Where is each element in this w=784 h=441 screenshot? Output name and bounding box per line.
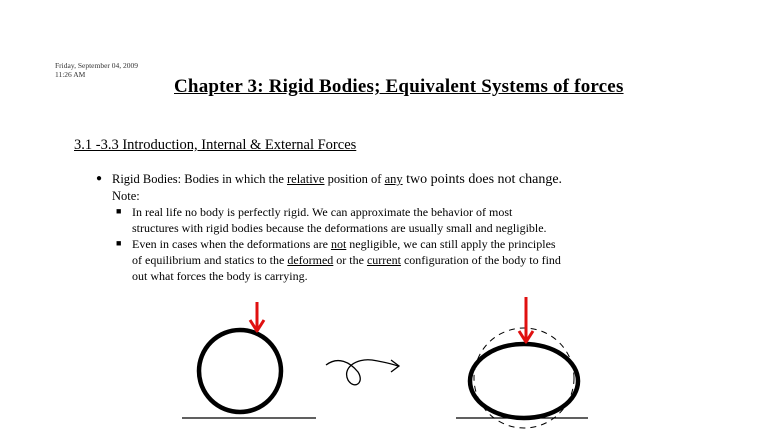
underlined-deformed: deformed — [287, 253, 334, 267]
bullet-text-pre: Rigid Bodies: Bodies in which the — [112, 172, 287, 186]
sub-item-2-text: Even in cases when the deformations are — [132, 237, 331, 251]
page-title: Chapter 3: Rigid Bodies; Equivalent Systems of forces — [174, 76, 624, 97]
square-bullet-icon: ■ — [116, 238, 122, 248]
note-time: 11:26 AM — [55, 70, 86, 79]
sub-item-2-text: negligible, we can still apply the principles — [346, 237, 556, 251]
bullet-text-mid: position of — [324, 172, 385, 186]
underlined-any: any — [384, 172, 403, 186]
transition-arrow-sketch — [326, 360, 399, 385]
underlined-not: not — [330, 237, 347, 251]
sub-item-2-text: of equilibrium and statics to the — [132, 253, 288, 267]
note-date: Friday, September 04, 2009 — [55, 61, 139, 70]
bullet-text-post: two points does not change. — [402, 172, 563, 187]
sub-item-2-text: configuration of the body to find — [400, 253, 561, 267]
sub-item-1-line-1: In real life no body is perfectly rigid. We can approximate the behavior of most — [132, 205, 513, 219]
underlined-current: current — [366, 253, 401, 267]
sub-item-2-text: or the — [333, 253, 367, 267]
section-heading: 3.1 -3.3 Introduction, Internal & External Forces — [74, 137, 357, 153]
curly-arrow-path — [326, 360, 398, 385]
bullet-dot-icon: ● — [96, 173, 103, 184]
deformed-ellipse — [470, 344, 578, 418]
rigid-circle — [199, 330, 281, 412]
sub-item-1-line-2: structures with rigid bodies because the deformations are usually small and negligible. — [132, 221, 547, 235]
rigid-body-sketch — [182, 302, 316, 418]
note-label: Note: — [112, 189, 140, 203]
underlined-relative: relative — [287, 172, 325, 186]
sub-item-2-line-3: out what forces the body is carrying. — [132, 269, 308, 283]
deformed-body-sketch — [456, 297, 588, 428]
square-bullet-icon: ■ — [116, 206, 122, 216]
